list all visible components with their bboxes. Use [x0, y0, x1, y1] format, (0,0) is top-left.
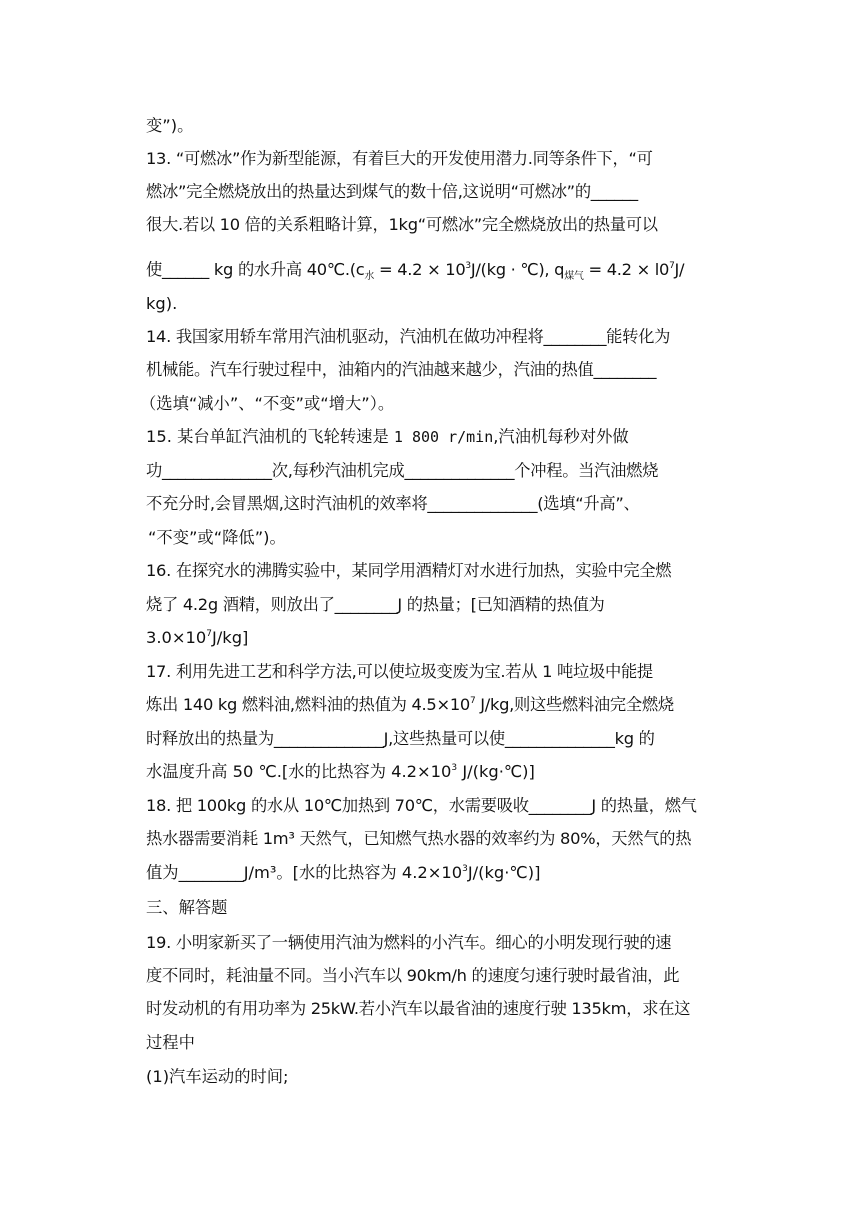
text-line: 不充分时,会冒黑烟,这时汽油机的效率将______________(选填“升高”、: [146, 494, 640, 513]
superscript: 7: [669, 261, 675, 271]
text-line: [146, 762, 535, 782]
text-line: 时发动机的有用功率为 25kW.若小汽车以最省油的速度行驶 135km，求在这: [146, 999, 691, 1018]
text-line: [146, 863, 540, 883]
text-line: [146, 427, 629, 447]
superscript: 3: [465, 261, 471, 271]
text-line: 时释放出的热量为______________J,这些热量可以使______________kg 的: [146, 729, 655, 748]
text-span: J/(kg · ℃), q: [470, 260, 565, 279]
text-span: 使______ kg 的水升高 40℃.(c: [146, 260, 365, 279]
text-line: 19. 小明家新买了一辆使用汽油为燃料的小汽车。细心的小明发现行驶的速: [146, 933, 672, 952]
superscript: 3: [462, 864, 468, 874]
text-line: 17. 利用先进工艺和科学方法,可以使垃圾变废为宝.若从 1 吨垃圾中能提: [146, 662, 653, 681]
text-line: 燃冰”完全燃烧放出的热量达到煤气的数十倍,这说明“可燃冰”的______: [146, 182, 638, 201]
text-line: 度不同时，耗油量不同。当小汽车以 90km/h 的速度匀速行驶时最省油，此: [146, 966, 680, 985]
text-span: = 4.2 × 10: [374, 260, 466, 279]
superscript: 3: [451, 763, 458, 773]
text-line: 13. “可燃冰”作为新型能源，有着巨大的开发使用潜力.同等条件下，“可: [146, 149, 653, 168]
text-span: 水温度升高 50 ℃.[水的比热容为 4.2×10: [146, 762, 452, 781]
text-span: J/kg,则这些燃料油完全燃烧: [475, 695, 674, 714]
superscript: 7: [206, 629, 212, 639]
text-line: (1)汽车运动的时间;: [146, 1067, 289, 1086]
text-line: 14. 我国家用轿车常用汽油机驱动，汽油机在做功冲程将________能转化为: [146, 327, 671, 346]
text-line: kg).: [146, 294, 178, 313]
text-span: J/: [674, 260, 685, 279]
text-span: 值为________J/m³。[水的比热容为 4.2×10: [146, 863, 463, 882]
subscript: 煤气: [564, 271, 584, 282]
text-span: J/kg]: [212, 628, 249, 647]
text-span: ,汽油机每秒对外做: [493, 427, 629, 446]
text-line: 过程中: [146, 1033, 195, 1052]
text-span: 炼出 140 kg 燃料油,燃料油的热值为 4.5×10: [146, 695, 470, 714]
text-span: J/(kg·℃)]: [457, 762, 535, 781]
text-span: = 4.2 × l0: [583, 260, 670, 279]
text-line: [146, 628, 248, 648]
text-span: 3.0×10: [146, 628, 207, 647]
text-span: 15. 某台单缸汽油机的飞轮转速是: [146, 427, 394, 446]
text-line-with-formula: [146, 260, 684, 280]
text-line: 很大.若以 10 倍的关系粗略计算，1kg“可燃冰”完全燃烧放出的热量可以: [146, 215, 658, 234]
text-line: 机械能。汽车行驶过程中，油箱内的汽油越来越少，汽油的热值________: [146, 360, 657, 379]
text-line: 变”)。: [146, 116, 194, 135]
text-line: 烧了 4.2g 酒精，则放出了________J 的热量；[已知酒精的热值为: [146, 595, 605, 614]
text-span: J/(kg·℃)]: [467, 863, 541, 882]
section-heading: 三、解答题: [146, 898, 228, 917]
text-line: “不变”或“降低”)。: [148, 528, 286, 547]
text-line: 18. 把 100kg 的水从 10℃加热到 70℃，水需要吸收________J 的热量，燃气: [146, 796, 697, 815]
text-line: 16. 在探究水的沸腾实验中，某同学用酒精灯对水进行加热，实验中完全燃: [146, 561, 672, 580]
text-line: 热水器需要消耗 1m³ 天然气，已知燃气热水器的效率约为 80%，天然气的热: [146, 829, 692, 848]
text-line: [146, 695, 674, 715]
text-span: 1 800 r/min: [393, 428, 494, 446]
superscript: 7: [469, 696, 476, 706]
text-line: （选填“减小”、“不变”或“增大”）。: [140, 394, 395, 413]
subscript: 水: [364, 271, 375, 282]
text-line: 功______________次,每秒汽油机完成______________个冲程。当汽油燃烧: [146, 461, 659, 480]
